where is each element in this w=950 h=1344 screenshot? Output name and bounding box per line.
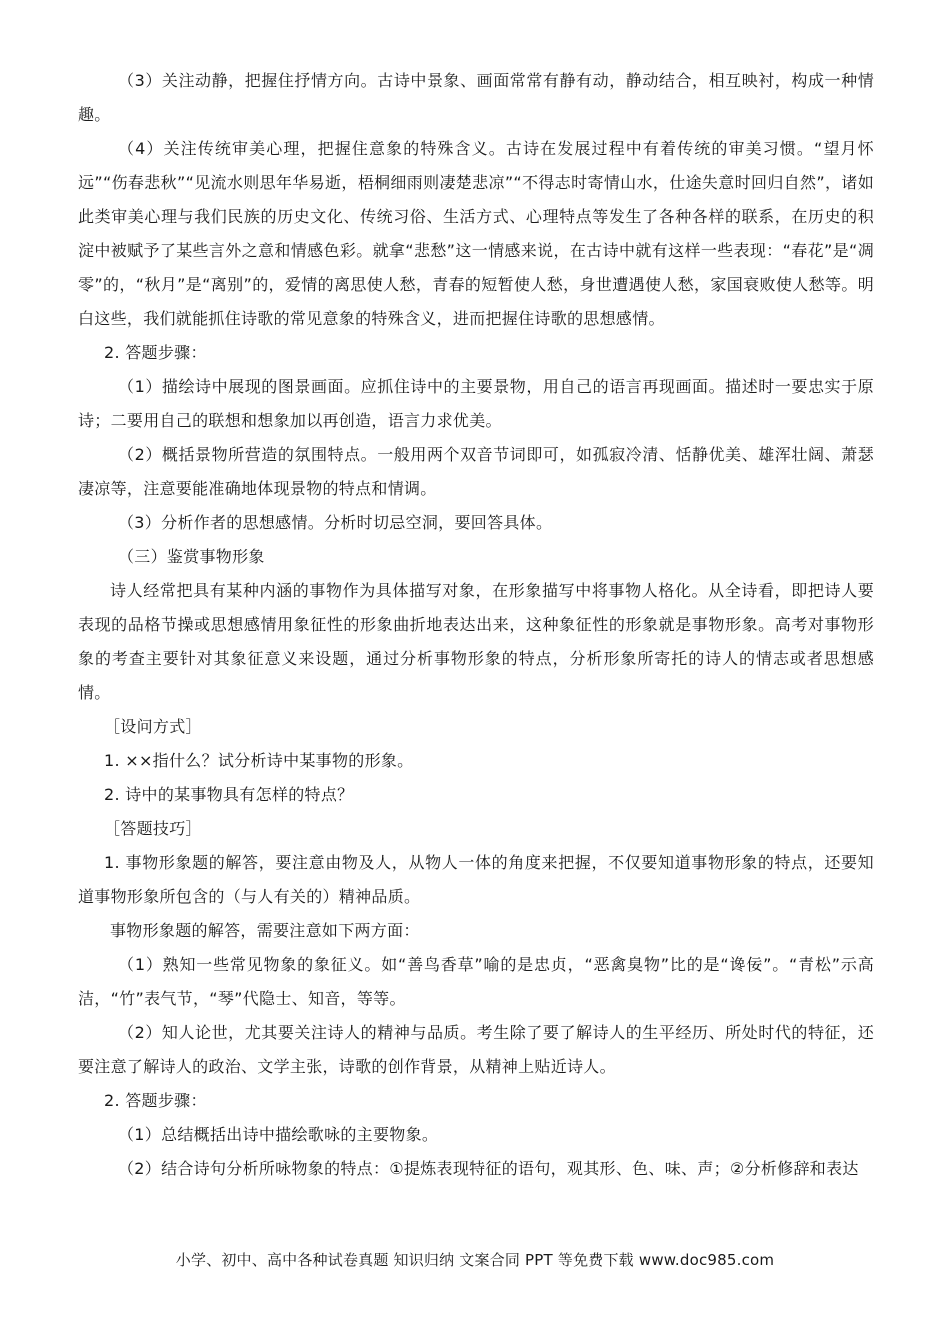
- paragraph-step-describe-scene: （1）描绘诗中展现的图景画面。应抓住诗中的主要景物，用自己的语言再现画面。描述时一要忠实于原诗；二要用自己的联想和想象加以再创造，语言力求优美。: [78, 377, 874, 430]
- list-item-question-2: 2. 诗中的某事物具有怎样的特点？: [104, 785, 354, 804]
- document-body: [78, 64, 874, 1186]
- paragraph-step-summarize-objects: （1）总结概括出诗中描绘歌咏的主要物象。: [118, 1125, 439, 1144]
- list-item-question-1: 1. ××指什么？试分析诗中某事物的形象。: [104, 751, 414, 770]
- heading-answer-tips: ［答题技巧］: [104, 819, 202, 838]
- page-footer: 小学、初中、高中各种试卷真题 知识归纳 文案合同 PPT 等免费下载 www.doc985.com: [175, 1251, 775, 1269]
- heading-question-format: ［设问方式］: [104, 717, 202, 736]
- paragraph-tip-1: 1. 事物形象题的解答，要注意由物及人，从物人一体的角度来把握，不仅要知道事物形象的特点，还要知道事物形象所包含的（与人有关的）精神品质。: [78, 853, 874, 906]
- paragraph-know-the-poet: （2）知人论世，尤其要关注诗人的精神与品质。考生除了要了解诗人的生平经历、所处时代的特征，还要注意了解诗人的政治、文学主张，诗歌的创作背景，从精神上贴近诗人。: [78, 1023, 874, 1076]
- section-heading-object-image: （三）鉴赏事物形象: [118, 547, 265, 566]
- paragraph-two-aspects: 事物形象题的解答，需要注意如下两方面：: [110, 921, 420, 940]
- paragraph-object-image-intro: 诗人经常把具有某种内涵的事物作为具体描写对象，在形象描写中将事物人格化。从全诗看，即把诗人要表现的品格节操或思想感情用象征性的形象曲折地表达出来，这种象征性的形象就是事物形象。高考对事物形象的考查主要针对其象征意义来设题，通过分析事物形象的特点，分析形象所寄托的诗人的情志或者思想感情。: [78, 581, 874, 702]
- paragraph-step-summarize-atmosphere: （2）概括景物所营造的氛围特点。一般用两个双音节词即可，如孤寂冷清、恬静优美、雄浑壮阔、萧瑟凄凉等，注意要能准确地体现景物的特点和情调。: [78, 445, 874, 498]
- paragraph-step-analyze-emotion: （3）分析作者的思想感情。分析时切忌空洞，要回答具体。: [118, 513, 553, 532]
- paragraph-dynamic-static: （3）关注动静，把握住抒情方向。古诗中景象、画面常常有静有动，静动结合，相互映衬，构成一种情趣。: [78, 71, 874, 124]
- heading-answer-steps-1: 2. 答题步骤：: [104, 343, 207, 362]
- paragraph-traditional-aesthetics: （4）关注传统审美心理，把握住意象的特殊含义。古诗在发展过程中有着传统的审美习惯。“望月怀远”“伤春悲秋”“见流水则思年华易逝，梧桐细雨则凄楚悲凉”“不得志时寄情山水，仕途失意时回归自然”，诸如此类审美心理与我们民族的历史文化、传统习俗、生活方式、心理特点等发生了各种各样的联系，在历史的积淀中被赋予了某些言外之意和情感色彩。就拿“悲愁”这一情感来说，在古诗中就有这样一些表现：“春花”是“凋零”的，“秋月”是“离别”的，爱情的离思使人愁，青春的短暂使人愁，身世遭遇使人愁，家国衰败使人愁等。明白这些，我们就能抓住诗歌的常见意象的特殊含义，进而把握住诗歌的思想感情。: [78, 139, 874, 328]
- heading-answer-steps-2: 2. 答题步骤：: [104, 1091, 207, 1110]
- paragraph-step-analyze-features: （2）结合诗句分析所咏物象的特点：①提炼表现特征的语句，观其形、色、味、声；②分析修辞和表达: [118, 1159, 859, 1178]
- paragraph-symbolic-meaning: （1）熟知一些常见物象的象征义。如“善鸟香草”喻的是忠贞，“恶禽臭物”比的是“谗佞”。“青松”示高洁，“竹”表气节，“琴”代隐士、知音，等等。: [78, 955, 874, 1008]
